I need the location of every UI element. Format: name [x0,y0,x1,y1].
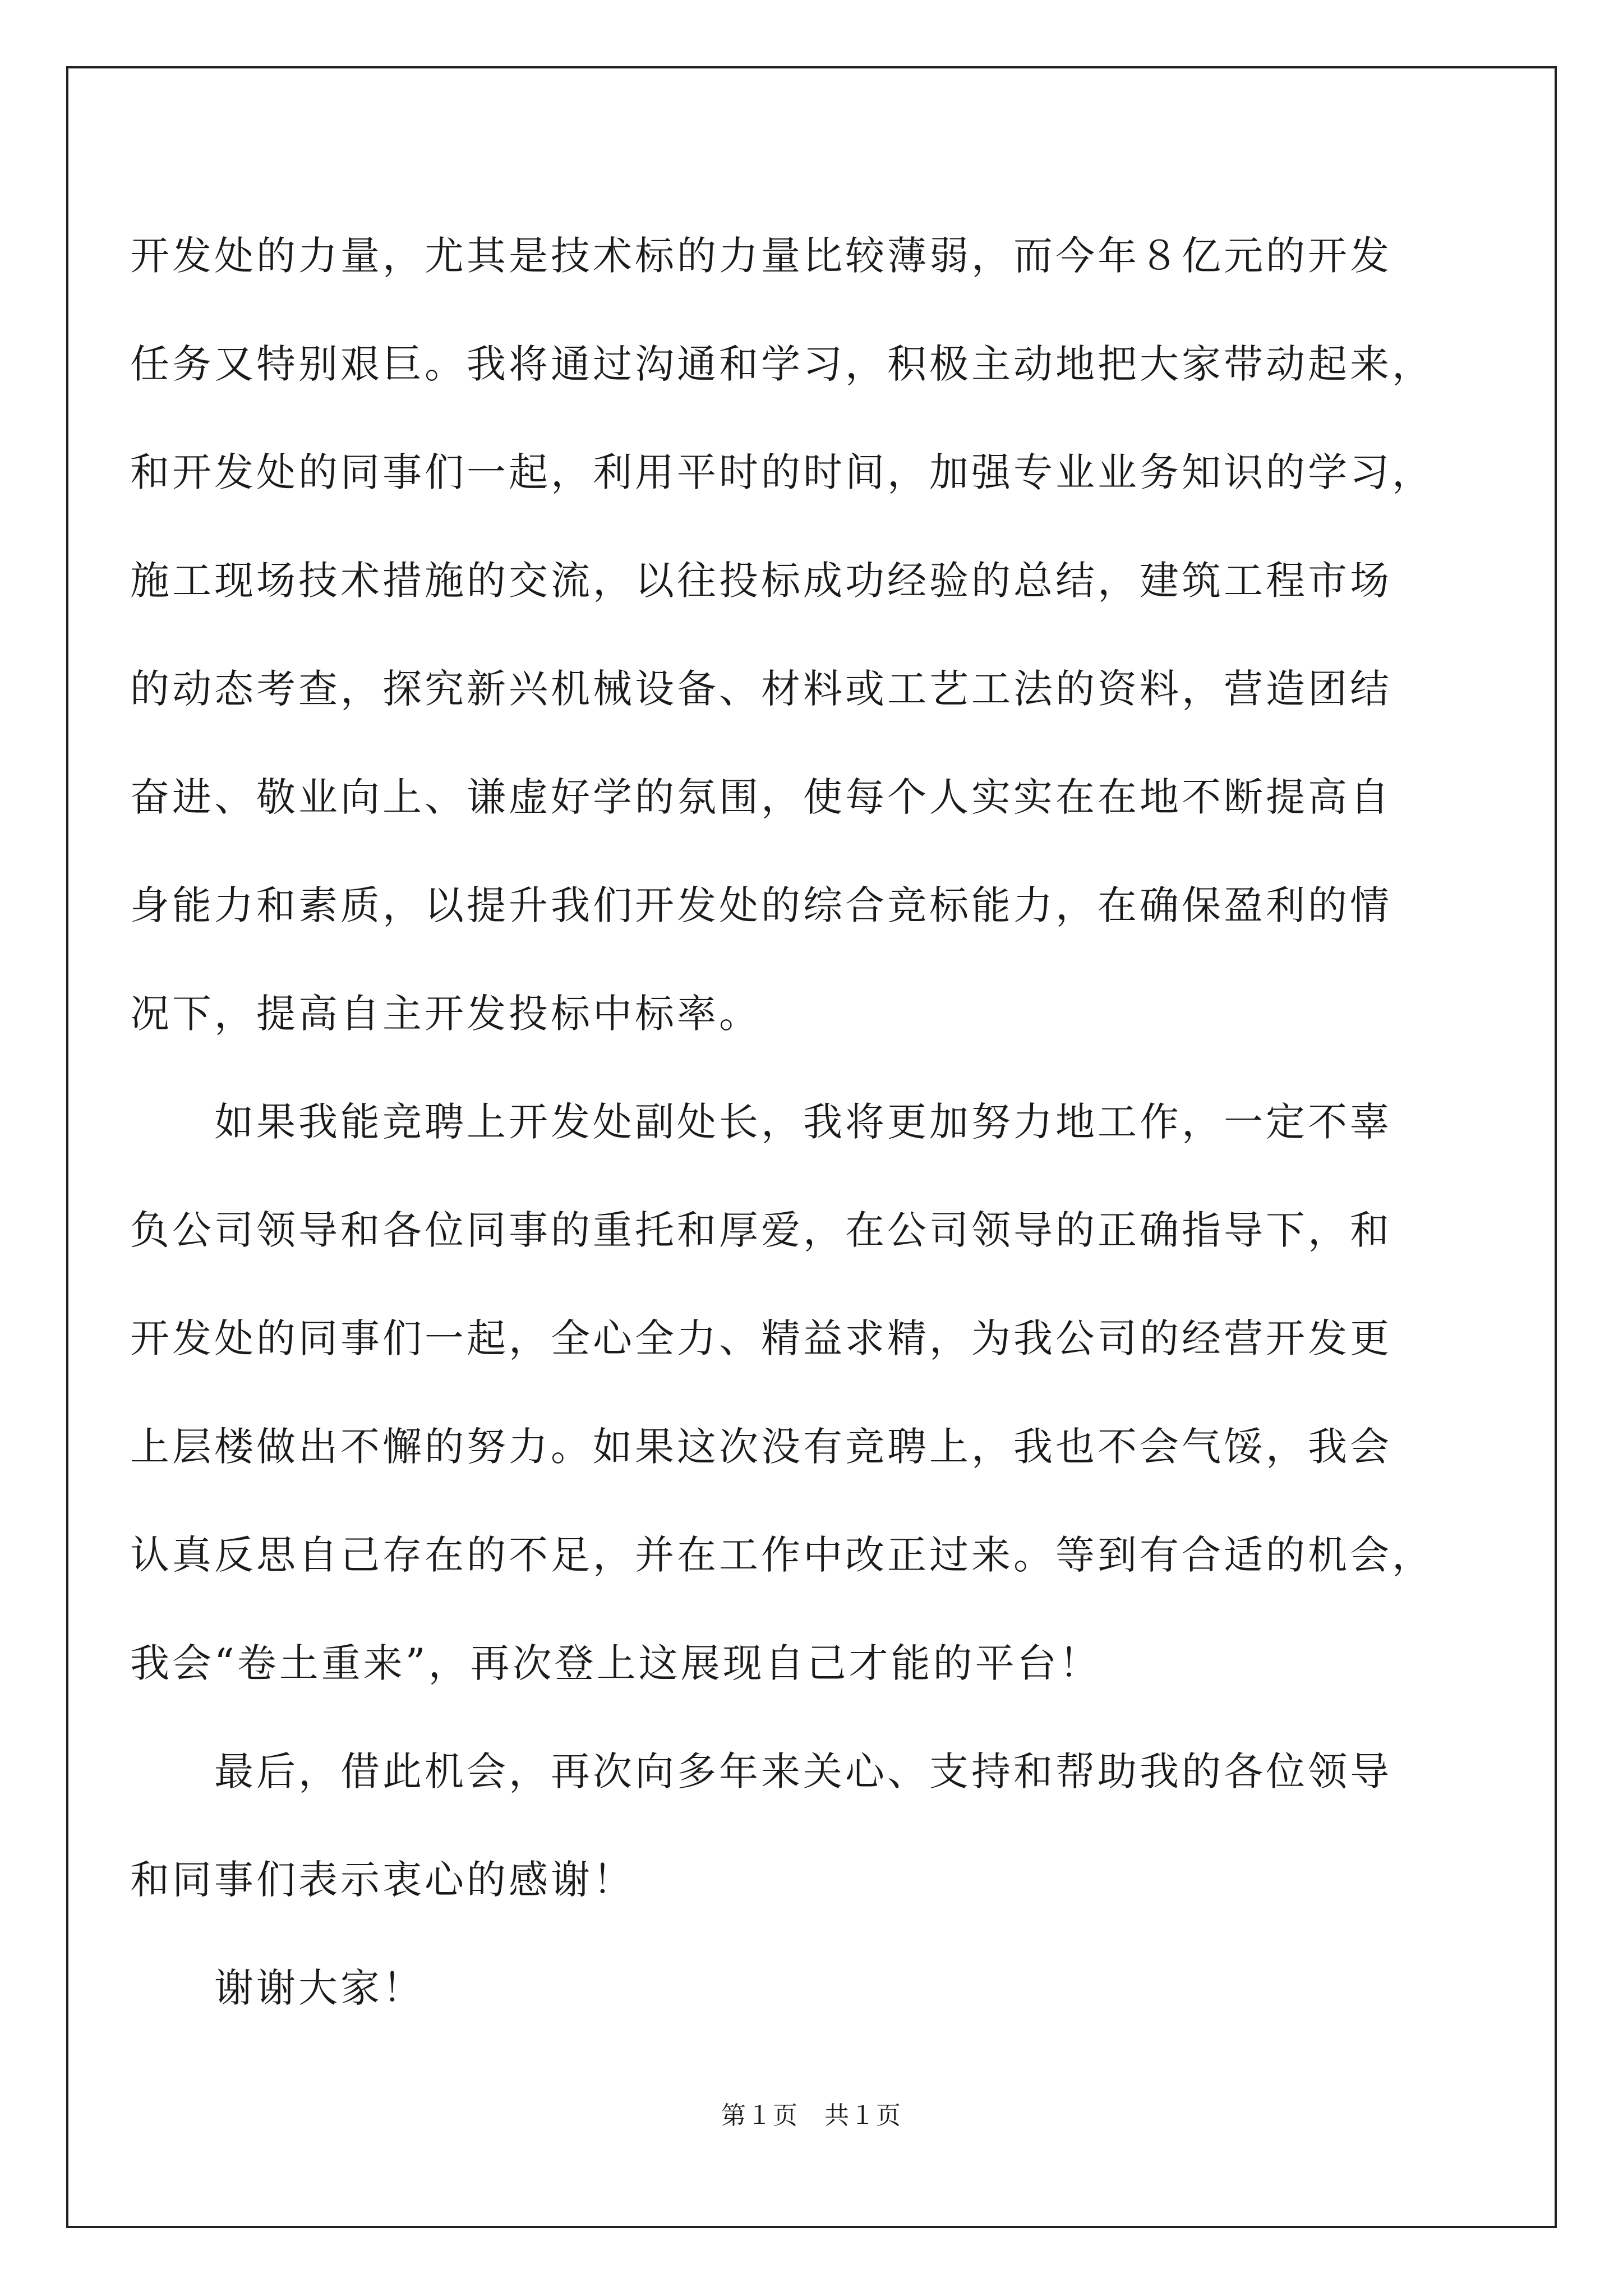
document-body [130,202,1493,2042]
text-line: 最后，借此机会，再次向多年来关心、支持和帮助我的各位领导 [214,1749,1392,1795]
paragraph-4 [130,1934,1493,2042]
text-line: 和开发处的同事们一起，利用平时的时间，加强专业业务知识的学习， [130,449,1434,495]
page-number-footer: 第１页 共１页 [721,2101,902,2130]
text-line: 施工现场技术措施的交流，以往投标成功经验的总结，建筑工程市场 [130,558,1392,604]
text-line: 负公司领导和各位同事的重托和厚爱，在公司领导的正确指导下，和 [130,1207,1392,1253]
paragraph-2 [130,1068,1493,1718]
text-line: 和同事们表示衷心的感谢！ [130,1857,635,1903]
text-line: 奋进、敬业向上、谦虚好学的氛围，使每个人实实在在地不断提高自 [130,774,1392,820]
text-line: 我会“卷土重来”，再次登上这展现自己才能的平台！ [130,1640,1101,1686]
text-line: 任务又特别艰巨。我将通过沟通和学习，积极主动地把大家带动起来， [130,341,1434,387]
text-line: 上层楼做出不懈的努力。如果这次没有竞聘上，我也不会气馁，我会 [130,1424,1392,1470]
text-line: 开发处的力量，尤其是技术标的力量比较薄弱，而今年８亿元的开发 [130,233,1392,279]
text-line: 如果我能竞聘上开发处副处长，我将更加努力地工作，一定不辜 [214,1099,1392,1145]
text-line: 谢谢大家！ [214,1965,425,2011]
text-line: 况下，提高自主开发投标中标率。 [130,991,761,1037]
paragraph-3 [130,1718,1493,1934]
text-line: 身能力和素质，以提升我们开发处的综合竞标能力，在确保盈利的情 [130,882,1392,928]
text-line: 开发处的同事们一起，全心全力、精益求精，为我公司的经营开发更 [130,1315,1392,1361]
paragraph-1 [130,202,1493,1068]
text-line: 的动态考查，探究新兴机械设备、材料或工艺工法的资料，营造团结 [130,666,1392,712]
text-line: 认真反思自己存在的不足，并在工作中改正过来。等到有合适的机会， [130,1532,1434,1578]
